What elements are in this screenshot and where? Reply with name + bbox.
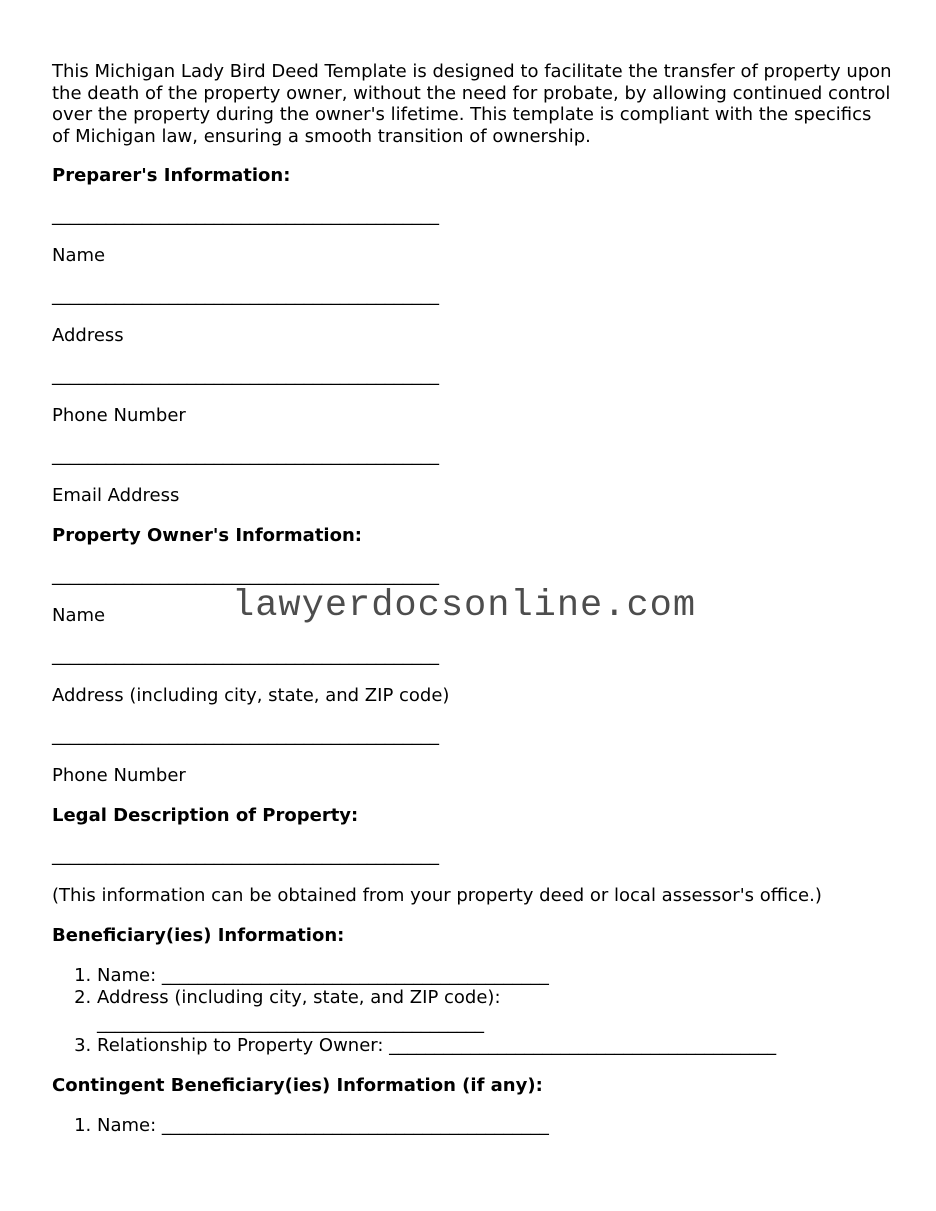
preparer-name-blank[interactable]: ___________________________________________ xyxy=(52,205,439,226)
preparer-name-field xyxy=(52,205,892,267)
preparer-phone-field xyxy=(52,365,892,427)
beneficiary-name-text: Name: ___________________________________________ xyxy=(97,965,549,986)
preparer-phone-label: Phone Number xyxy=(52,405,186,426)
preparer-address-field xyxy=(52,285,892,347)
document-page xyxy=(52,61,892,1155)
beneficiaries-heading: Beneficiary(ies) Information: xyxy=(52,925,345,946)
beneficiary-address-text: Address (including city, state, and ZIP code): xyxy=(97,987,501,1008)
contingent-name-text: Name: ___________________________________________ xyxy=(97,1115,549,1136)
legal-heading: Legal Description of Property: xyxy=(52,805,359,826)
preparer-heading: Preparer's Information: xyxy=(52,165,291,186)
beneficiary-relationship-text: Relationship to Property Owner: ___________________________________________ xyxy=(97,1035,777,1056)
owner-heading: Property Owner's Information: xyxy=(52,525,362,546)
preparer-email-blank[interactable]: ___________________________________________ xyxy=(52,445,439,466)
preparer-email-label: Email Address xyxy=(52,485,180,506)
watermark-text: lawyerdocsonline.com xyxy=(232,585,697,627)
owner-address-field xyxy=(52,645,892,707)
preparer-name-label: Name xyxy=(52,245,106,266)
owner-phone-blank[interactable]: ___________________________________________ xyxy=(52,725,439,746)
owner-address-label: Address (including city, state, and ZIP code) xyxy=(52,685,450,706)
owner-name-field xyxy=(52,565,892,627)
legal-description-blank[interactable]: ___________________________________________ xyxy=(52,845,439,866)
beneficiaries-list xyxy=(52,965,892,1057)
contingent-name-item[interactable] xyxy=(97,1115,892,1137)
beneficiary-relationship-item[interactable] xyxy=(97,1035,892,1057)
beneficiary-address-item[interactable] xyxy=(97,987,892,1035)
beneficiary-address-blank[interactable]: ___________________________________________ xyxy=(97,1013,484,1034)
preparer-address-blank[interactable]: ___________________________________________ xyxy=(52,285,439,306)
contingent-heading: Contingent Beneficiary(ies) Information (if any): xyxy=(52,1075,543,1096)
owner-name-blank[interactable]: ___________________________________________ xyxy=(52,565,439,586)
preparer-phone-blank[interactable]: ___________________________________________ xyxy=(52,365,439,386)
contingent-list xyxy=(52,1115,892,1137)
preparer-email-field xyxy=(52,445,892,507)
owner-phone-field xyxy=(52,725,892,787)
owner-phone-label: Phone Number xyxy=(52,765,186,786)
legal-note: (This information can be obtained from your property deed or local assessor's office.) xyxy=(52,885,822,906)
preparer-address-label: Address xyxy=(52,325,124,346)
owner-address-blank[interactable]: ___________________________________________ xyxy=(52,645,439,666)
beneficiary-name-item[interactable] xyxy=(97,965,892,987)
intro-paragraph: This Michigan Lady Bird Deed Template is designed to facilitate the transfer of property upon the death of the property owner, without the need for probate, by allowing continued control over the property during the owner's lifetime. This template is compliant with the specifics of Michigan law, ensuring a smooth transition of ownership. xyxy=(52,61,892,147)
owner-name-label: Name xyxy=(52,605,106,626)
